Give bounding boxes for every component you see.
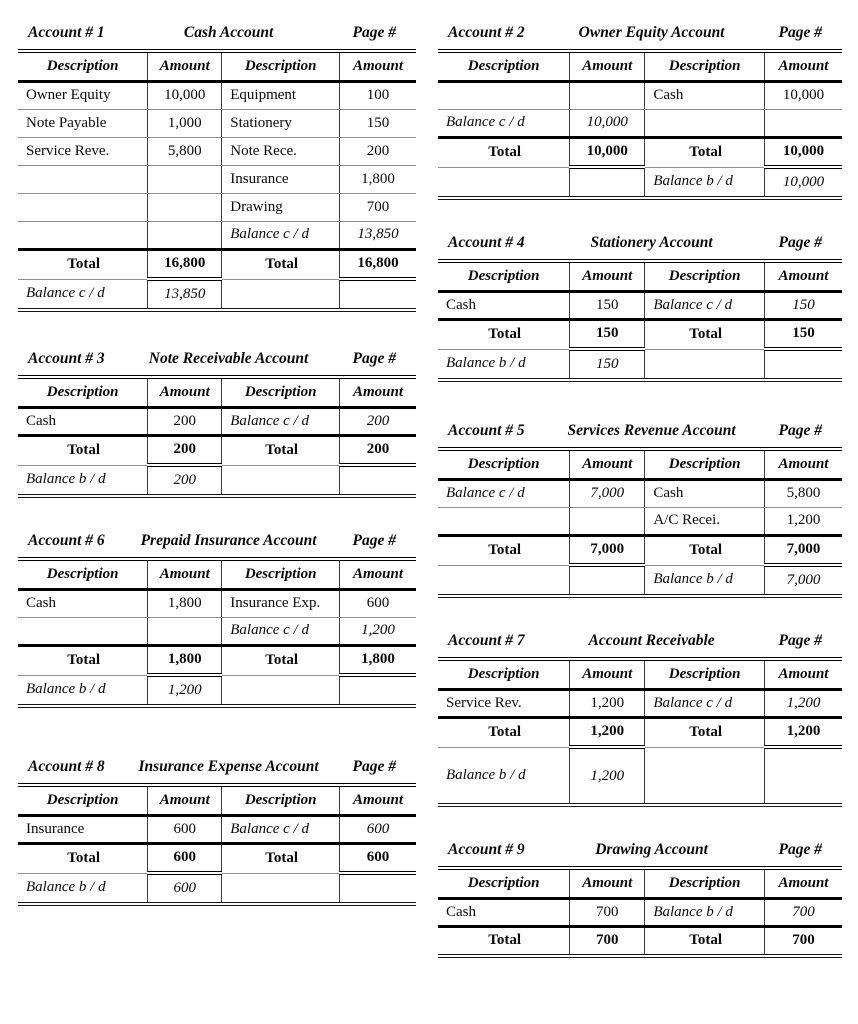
description-cell [645,747,765,805]
account-header [18,532,416,550]
page-number-label: Page # [778,422,822,439]
ledger-table [438,866,842,958]
credit-amount-header: Amount [764,449,842,479]
description-cell [222,873,340,904]
balance-row [18,675,416,706]
ledger-table [438,447,842,598]
total-amount: 1,800 [148,645,222,675]
credit-amount-header: Amount [340,377,416,407]
credit-amount-header: Amount [764,868,842,898]
account-number-label: Account # 6 [28,532,105,549]
description-cell: Balance c / d [438,479,570,507]
description-cell: Service Reve. [18,137,148,165]
total-amount: 10,000 [764,137,842,167]
left-column [18,24,416,992]
amount-cell: 150 [340,109,416,137]
amount-cell: 700 [764,898,842,926]
description-cell: Insurance Exp. [222,589,340,617]
header-row [438,261,842,291]
total-row [438,535,842,565]
description-cell [645,109,765,137]
total-row [18,249,416,279]
entry-row [18,109,416,137]
amount-cell: 10,000 [764,167,842,198]
amount-cell [570,167,645,198]
description-cell [18,221,148,249]
entry-row [438,689,842,717]
description-cell: Cash [645,479,765,507]
total-label: Total [645,926,765,956]
page-number-label: Page # [352,532,396,549]
balance-row [18,279,416,310]
credit-description-header: Description [222,559,340,589]
header-row [438,449,842,479]
amount-cell [340,465,416,496]
amount-cell: 700 [570,898,645,926]
account-number-label: Account # 4 [448,234,525,251]
amount-cell [570,81,645,109]
credit-description-header: Description [222,51,340,81]
ledger-table [438,657,842,807]
description-cell [438,81,570,109]
amount-cell: 13,850 [148,279,222,310]
amount-cell [340,873,416,904]
amount-cell [340,675,416,706]
account-header [438,234,842,252]
description-cell: Owner Equity [18,81,148,109]
amount-cell [148,617,222,645]
entry-row [18,617,416,645]
total-label: Total [18,435,148,465]
description-cell [438,167,570,198]
header-row [18,377,416,407]
total-label: Total [438,717,570,747]
page-number-label: Page # [352,758,396,775]
debit-amount-header: Amount [148,559,222,589]
account-8 [18,758,416,906]
debit-description-header: Description [438,261,570,291]
credit-description-header: Description [645,449,765,479]
account-7 [438,632,842,807]
description-cell: Insurance [18,815,148,843]
entry-row [18,193,416,221]
description-cell [645,349,765,380]
entry-row [18,221,416,249]
description-cell [438,565,570,596]
account-title: Note Receivable Account [148,350,309,367]
header-row [438,659,842,689]
ledger-table [18,557,416,708]
amount-cell: 200 [340,137,416,165]
balance-row [18,465,416,496]
description-cell: Balance c / d [222,815,340,843]
account-1 [18,24,416,312]
account-title: Account Receivable [588,632,715,649]
amount-cell: 200 [340,407,416,435]
amount-cell: 600 [148,873,222,904]
total-label: Total [222,435,340,465]
account-9 [438,841,842,958]
amount-cell: 1,200 [148,675,222,706]
description-cell: Balance c / d [26,285,105,302]
total-amount: 200 [148,435,222,465]
account-4 [438,234,842,382]
amount-cell [148,221,222,249]
total-row [18,843,416,873]
credit-description-header: Description [645,868,765,898]
amount-cell: 600 [148,815,222,843]
description-cell: Balance b / d [645,167,765,198]
debit-description-header: Description [18,559,148,589]
amount-cell: 1,200 [764,689,842,717]
header-row [18,559,416,589]
amount-cell: 7,000 [570,479,645,507]
total-amount: 16,800 [148,249,222,279]
description-cell [18,617,148,645]
total-amount: 600 [340,843,416,873]
description-cell: Balance b / d [645,565,765,596]
amount-cell: 1,800 [148,589,222,617]
description-cell: Note Payable [18,109,148,137]
description-cell: A/C Recei. [645,507,765,535]
description-cell: Cash [438,898,570,926]
amount-cell: 100 [340,81,416,109]
credit-amount-header: Amount [764,659,842,689]
total-row [438,717,842,747]
amount-cell [570,507,645,535]
account-header [18,24,416,42]
description-cell: Balance b / d [645,898,765,926]
entry-row [438,479,842,507]
account-title: Prepaid Insurance Account [140,532,317,549]
account-number-label: Account # 1 [28,24,105,41]
amount-cell [570,565,645,596]
account-header [438,24,842,42]
total-amount: 700 [570,926,645,956]
header-row [438,868,842,898]
balance-row [438,747,842,805]
amount-cell: 150 [764,291,842,319]
total-label: Total [222,843,340,873]
account-number-label: Account # 2 [448,24,525,41]
total-label: Total [438,319,570,349]
total-amount: 10,000 [570,137,645,167]
ledger-table [18,375,416,498]
total-row [438,137,842,167]
header-row [18,785,416,815]
total-amount: 600 [148,843,222,873]
amount-cell: 700 [340,193,416,221]
total-amount: 7,000 [570,535,645,565]
account-title: Drawing Account [595,841,708,858]
header-row [438,51,842,81]
credit-description-header: Description [645,659,765,689]
description-cell: Balance c / d [438,109,570,137]
debit-description-header: Description [18,377,148,407]
page-number-label: Page # [778,841,822,858]
debit-amount-header: Amount [570,868,645,898]
total-amount: 1,200 [764,717,842,747]
amount-cell: 1,200 [340,617,416,645]
account-6 [18,532,416,708]
account-header [438,841,842,859]
description-cell: Note Rece. [222,137,340,165]
balance-row [18,873,416,904]
amount-cell: 10,000 [764,81,842,109]
total-label: Total [18,249,148,279]
ledger-table [438,49,842,200]
total-label: Total [645,535,765,565]
description-cell [222,675,340,706]
debit-amount-header: Amount [570,261,645,291]
entry-row [438,507,842,535]
debit-description-header: Description [18,51,148,81]
page-number-label: Page # [778,234,822,251]
account-title: Stationery Account [590,234,713,251]
account-header [18,350,416,368]
debit-amount-header: Amount [148,785,222,815]
credit-amount-header: Amount [340,51,416,81]
description-cell: Balance c / d [645,689,765,717]
debit-description-header: Description [18,785,148,815]
page-number-label: Page # [352,24,396,41]
entry-row [18,407,416,435]
header-row [18,51,416,81]
amount-cell [340,279,416,310]
credit-description-header: Description [645,261,765,291]
account-header [18,758,416,776]
description-cell: Stationery [222,109,340,137]
total-label: Total [18,645,148,675]
total-label: Total [645,137,765,167]
description-cell: Cash [645,81,765,109]
description-cell: Service Rev. [438,689,570,717]
description-cell: Cash [18,407,148,435]
amount-cell: 1,000 [148,109,222,137]
description-cell: Balance b / d [446,355,526,372]
description-cell: Equipment [222,81,340,109]
total-amount: 700 [764,926,842,956]
balance-row [438,565,842,596]
description-cell: Balance c / d [222,407,340,435]
amount-cell: 600 [340,589,416,617]
description-cell: Drawing [222,193,340,221]
account-number-label: Account # 3 [28,350,105,367]
right-column [438,24,842,992]
description-cell: Balance b / d [26,681,106,698]
account-title: Services Revenue Account [567,422,736,439]
account-number-label: Account # 5 [448,422,525,439]
amount-cell [764,747,842,805]
ledger-table [18,49,416,312]
balance-row [438,167,842,198]
debit-amount-header: Amount [570,659,645,689]
amount-cell: 1,800 [340,165,416,193]
debit-amount-header: Amount [148,51,222,81]
amount-cell: 5,800 [148,137,222,165]
total-row [438,319,842,349]
entry-row [438,81,842,109]
amount-cell: 1,200 [570,689,645,717]
total-label: Total [438,137,570,167]
amount-cell: 5,800 [764,479,842,507]
debit-description-header: Description [438,51,570,81]
ledger-table [18,783,416,906]
amount-cell: 600 [340,815,416,843]
amount-cell [764,109,842,137]
account-3 [18,350,416,498]
entry-row [18,589,416,617]
credit-description-header: Description [222,377,340,407]
description-cell: Balance c / d [645,291,765,319]
description-cell [18,193,148,221]
total-amount: 150 [570,319,645,349]
entry-row [438,898,842,926]
total-amount: 200 [340,435,416,465]
account-number-label: Account # 7 [448,632,525,649]
total-label: Total [645,319,765,349]
amount-cell: 150 [570,349,645,380]
page-number-label: Page # [352,350,396,367]
account-number-label: Account # 9 [448,841,525,858]
debit-amount-header: Amount [570,449,645,479]
amount-cell: 10,000 [570,109,645,137]
description-cell [222,279,340,310]
debit-description-header: Description [438,659,570,689]
description-cell: Balance b / d [26,471,106,488]
debit-amount-header: Amount [570,51,645,81]
description-cell: Insurance [222,165,340,193]
entry-row [18,165,416,193]
amount-cell [148,165,222,193]
total-label: Total [222,645,340,675]
description-cell [438,507,570,535]
account-number-label: Account # 8 [28,758,105,775]
total-amount: 1,200 [570,717,645,747]
balance-row [438,349,842,380]
amount-cell: 10,000 [148,81,222,109]
total-label: Total [18,843,148,873]
debit-description-header: Description [438,449,570,479]
credit-amount-header: Amount [764,51,842,81]
page-number-label: Page # [778,632,822,649]
total-row [18,645,416,675]
total-amount: 16,800 [340,249,416,279]
credit-amount-header: Amount [340,785,416,815]
total-label: Total [222,249,340,279]
credit-description-header: Description [645,51,765,81]
description-cell [18,165,148,193]
amount-cell [148,193,222,221]
debit-amount-header: Amount [148,377,222,407]
total-amount: 7,000 [764,535,842,565]
entry-row [18,815,416,843]
entry-row [18,81,416,109]
amount-cell: 13,850 [340,221,416,249]
credit-amount-header: Amount [340,559,416,589]
debit-description-header: Description [438,868,570,898]
amount-cell: 200 [148,465,222,496]
account-header [438,632,842,650]
amount-cell [764,349,842,380]
account-title: Owner Equity Account [578,24,725,41]
description-cell: Cash [438,291,570,319]
entry-row [438,291,842,319]
account-2 [438,24,842,200]
page-number-label: Page # [778,24,822,41]
total-amount: 1,800 [340,645,416,675]
description-cell: Balance c / d [222,617,340,645]
credit-amount-header: Amount [764,261,842,291]
amount-cell: 1,200 [764,507,842,535]
ledger-table [438,259,842,382]
amount-cell: 1,200 [570,747,645,805]
description-cell [222,465,340,496]
total-amount: 150 [764,319,842,349]
credit-description-header: Description [222,785,340,815]
description-cell: Balance b / d [26,879,106,896]
account-5 [438,422,842,598]
total-label: Total [438,926,570,956]
description-cell: Cash [18,589,148,617]
description-cell: Balance c / d [222,221,340,249]
account-title: Cash Account [183,24,274,41]
amount-cell: 200 [148,407,222,435]
total-row [18,435,416,465]
entry-row [438,109,842,137]
total-row [438,926,842,956]
entry-row [18,137,416,165]
total-label: Total [438,535,570,565]
account-title: Insurance Expense Account [138,758,319,775]
amount-cell: 150 [570,291,645,319]
description-cell: Balance b / d [446,766,526,783]
total-label: Total [645,717,765,747]
account-header [438,422,842,440]
amount-cell: 7,000 [764,565,842,596]
